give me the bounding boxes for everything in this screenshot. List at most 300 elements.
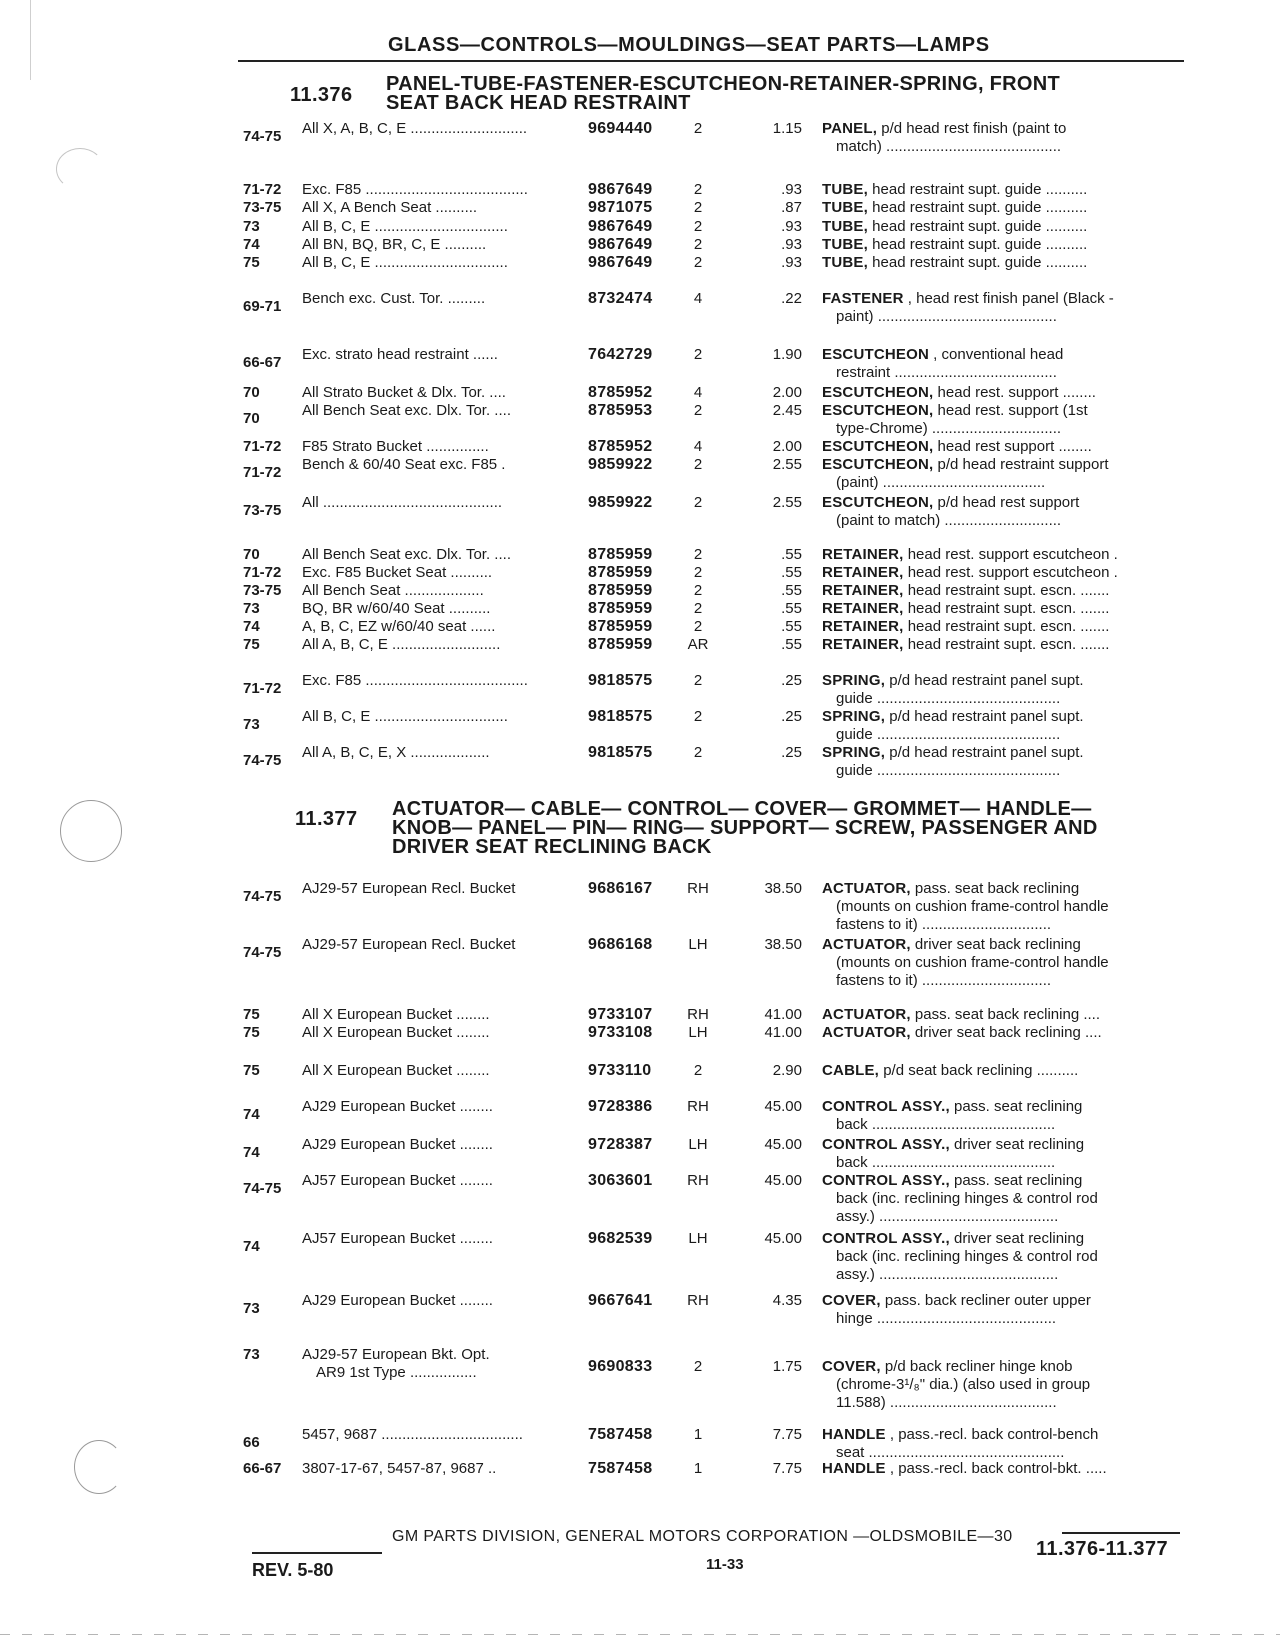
part-number: 9818575 <box>588 744 653 761</box>
part-number: 8785959 <box>588 564 653 581</box>
model-year: 75 <box>243 1006 260 1023</box>
footer-group-range: 11.376-11.377 <box>1036 1538 1168 1560</box>
part-description-text: pass. seat back reclining <box>910 880 1080 897</box>
quantity: AR <box>687 636 709 653</box>
part-name: SPRING, <box>822 672 886 689</box>
price: 38.50 <box>764 880 802 897</box>
part-description-text: pass. seat reclining <box>949 1172 1083 1189</box>
model-year: 73 <box>243 600 260 617</box>
part-name: TUBE, <box>822 199 868 216</box>
part-description <box>822 290 1182 308</box>
model-application: All Bench Seat exc. Dlx. Tor. .... <box>302 402 511 419</box>
model-year: 66-67 <box>243 354 282 371</box>
model-year: 73-75 <box>243 199 282 216</box>
quantity: RH <box>687 1172 709 1189</box>
price: 4.35 <box>772 1292 802 1309</box>
model-year: 73-75 <box>243 582 282 599</box>
price: 7.75 <box>772 1426 802 1443</box>
quantity: 2 <box>693 236 703 253</box>
part-description <box>822 1172 1182 1190</box>
part-description-text: head rest. support ........ <box>933 384 1096 401</box>
quantity: RH <box>687 1098 709 1115</box>
model-year: 75 <box>243 1024 260 1041</box>
part-description <box>822 1098 1182 1116</box>
part-number: 9733107 <box>588 1006 653 1023</box>
footer-page-number: 11-33 <box>706 1556 744 1573</box>
model-year: 74-75 <box>243 944 282 961</box>
part-description-text: , conventional head <box>929 346 1064 363</box>
model-year: 74 <box>243 1144 260 1161</box>
model-application: AJ29-57 European Recl. Bucket <box>302 936 516 953</box>
part-description-continued: type-Chrome) ............................... <box>836 420 1062 437</box>
quantity: 2 <box>693 494 703 511</box>
model-year: 73 <box>243 218 260 235</box>
part-description <box>822 936 1182 954</box>
part-name: SPRING, <box>822 744 886 761</box>
model-year: 73 <box>243 1346 260 1363</box>
part-description-text: p/d head rest finish (paint to <box>877 120 1067 137</box>
price: .25 <box>781 672 802 689</box>
part-description <box>822 672 1182 690</box>
part-description-text: head restraint supt. escn. ....... <box>903 582 1110 599</box>
part-description <box>822 564 1182 582</box>
price: 41.00 <box>764 1006 802 1023</box>
part-number: 9733108 <box>588 1024 653 1041</box>
quantity: 1 <box>693 1426 703 1443</box>
part-number: 9871075 <box>588 199 653 216</box>
part-description <box>822 708 1182 726</box>
quantity: 2 <box>693 346 703 363</box>
part-description <box>822 199 1182 217</box>
model-application: Bench & 60/40 Seat exc. F85 . <box>302 456 506 473</box>
part-description <box>822 494 1182 512</box>
model-year: 74 <box>243 618 260 635</box>
part-number: 8785953 <box>588 402 653 419</box>
part-description-continued: (mounts on cushion frame-control handle <box>836 898 1109 915</box>
part-number: 9694440 <box>588 120 653 137</box>
part-description-text: pass. seat back reclining .... <box>910 1006 1101 1023</box>
model-application: Exc. F85 Bucket Seat .......... <box>302 564 493 581</box>
part-name: CONTROL ASSY., <box>822 1098 950 1115</box>
quantity: 4 <box>693 438 703 455</box>
price: 45.00 <box>764 1098 802 1115</box>
model-year: 74-75 <box>243 128 282 145</box>
part-description-continued: hinge ........................................... <box>836 1310 1057 1327</box>
part-number: 9690833 <box>588 1358 653 1375</box>
model-year: 73-75 <box>243 502 282 519</box>
model-year: 74-75 <box>243 752 282 769</box>
part-description-continued: paint) ........................................... <box>836 308 1057 325</box>
part-description-text: p/d seat back reclining .......... <box>879 1062 1079 1079</box>
section-title-line: PANEL-TUBE-FASTENER-ESCUTCHEON-RETAINER-SPRING, FRONT <box>386 73 1061 95</box>
part-number: 9867649 <box>588 236 653 253</box>
part-description-text: driver seat reclining <box>949 1136 1085 1153</box>
part-description-continued: (paint to match) ............................ <box>836 512 1062 529</box>
part-description-text: p/d head restraint panel supt. <box>885 708 1084 725</box>
part-row <box>0 1062 1280 1102</box>
part-row <box>0 1172 1280 1225</box>
part-description <box>822 456 1182 474</box>
price: 2.00 <box>772 384 802 401</box>
part-name: TUBE, <box>822 236 868 253</box>
model-year: 71-72 <box>243 564 282 581</box>
model-year: 74 <box>243 1238 260 1255</box>
part-row <box>0 120 1280 160</box>
model-year: 66 <box>243 1434 260 1451</box>
model-application: All B, C, E ................................ <box>302 218 508 235</box>
quantity: 2 <box>693 564 703 581</box>
part-description <box>822 384 1182 402</box>
model-application: All BN, BQ, BR, C, E .......... <box>302 236 487 253</box>
part-description-text: head restraint supt. guide .......... <box>868 236 1088 253</box>
part-number: 8785952 <box>588 438 653 455</box>
part-description <box>822 1358 1182 1376</box>
quantity: 4 <box>693 290 703 307</box>
part-name: RETAINER, <box>822 636 904 653</box>
model-year: 75 <box>243 1062 260 1079</box>
model-year: 71-72 <box>243 438 282 455</box>
part-name: ACTUATOR, <box>822 1006 911 1023</box>
part-name: FASTENER <box>822 290 904 307</box>
part-row <box>0 672 1280 712</box>
part-number: 8785959 <box>588 582 653 599</box>
part-description <box>822 236 1182 254</box>
part-description-text: driver seat reclining <box>949 1230 1085 1247</box>
part-row <box>0 456 1280 496</box>
quantity: 2 <box>693 708 703 725</box>
price: 1.15 <box>772 120 802 137</box>
header-rule <box>238 60 1184 62</box>
quantity: LH <box>688 1136 708 1153</box>
section-title-line: SEAT BACK HEAD RESTRAINT <box>386 92 691 114</box>
part-number: 8732474 <box>588 290 653 307</box>
price: 45.00 <box>764 1172 802 1189</box>
footer-rule <box>1062 1532 1180 1534</box>
part-row <box>0 1460 1280 1500</box>
page-edge-line <box>30 0 31 80</box>
part-description <box>822 1230 1182 1248</box>
price: .55 <box>781 582 802 599</box>
model-application: 5457, 9687 .................................. <box>302 1426 523 1443</box>
part-description <box>822 346 1182 364</box>
part-number: 9728386 <box>588 1098 653 1115</box>
model-application: Exc. strato head restraint ...... <box>302 346 498 363</box>
model-application: All ........................................... <box>302 494 503 511</box>
part-description-continued: restraint ....................................... <box>836 364 1057 381</box>
part-description-continued: assy.) ........................................... <box>836 1266 1059 1283</box>
part-description-text: p/d head restraint support <box>933 456 1109 473</box>
model-application: All Bench Seat exc. Dlx. Tor. .... <box>302 546 511 563</box>
part-name: RETAINER, <box>822 618 904 635</box>
part-description-continued: back (inc. reclining hinges & control rod <box>836 1190 1098 1207</box>
price: 2.00 <box>772 438 802 455</box>
part-description-text: , pass.-recl. back control-bkt. ..... <box>885 1460 1107 1477</box>
model-year: 74-75 <box>243 888 282 905</box>
quantity: 2 <box>693 618 703 635</box>
model-year: 69-71 <box>243 298 282 315</box>
price: .93 <box>781 254 802 271</box>
part-description-continued: fastens to it) ............................... <box>836 916 1052 933</box>
part-description-text: p/d head restraint panel supt. <box>885 672 1084 689</box>
model-application: AJ29-57 European Bkt. Opt. <box>302 1346 490 1363</box>
model-year: 66-67 <box>243 1460 282 1477</box>
quantity: 2 <box>693 456 703 473</box>
part-row <box>0 1346 1280 1411</box>
part-name: PANEL, <box>822 120 878 137</box>
quantity: RH <box>687 1292 709 1309</box>
part-description-continued: back (inc. reclining hinges & control rod <box>836 1248 1098 1265</box>
part-description-text: p/d head rest support <box>933 494 1080 511</box>
part-description <box>822 402 1182 420</box>
part-number: 8785959 <box>588 600 653 617</box>
section-title-line: DRIVER SEAT RECLINING BACK <box>392 836 712 858</box>
part-description <box>822 880 1182 898</box>
model-application: All A, B, C, E, X ................... <box>302 744 490 761</box>
part-number: 9867649 <box>588 254 653 271</box>
quantity: 2 <box>693 582 703 599</box>
part-description <box>822 744 1182 762</box>
model-application: AJ57 European Bucket ........ <box>302 1172 493 1189</box>
part-description-continued: guide ............................................ <box>836 690 1061 707</box>
part-row <box>0 402 1280 442</box>
part-description-text: head rest support ........ <box>933 438 1092 455</box>
quantity: LH <box>688 1024 708 1041</box>
part-number: 7642729 <box>588 346 653 363</box>
part-row <box>0 1098 1280 1138</box>
quantity: 2 <box>693 600 703 617</box>
model-year: 74 <box>243 236 260 253</box>
part-description <box>822 1024 1182 1042</box>
part-description <box>822 618 1182 636</box>
part-description-continued: guide ............................................ <box>836 726 1061 743</box>
price: 2.45 <box>772 402 802 419</box>
price: 2.55 <box>772 456 802 473</box>
part-description-text: head restraint supt. escn. ....... <box>903 636 1110 653</box>
part-name: CONTROL ASSY., <box>822 1172 950 1189</box>
price: .22 <box>781 290 802 307</box>
part-description-continued: guide ............................................ <box>836 762 1061 779</box>
part-row <box>0 1024 1280 1064</box>
price: .87 <box>781 199 802 216</box>
part-description-text: pass. back recliner outer upper <box>880 1292 1091 1309</box>
model-year: 70 <box>243 384 260 401</box>
model-application: All B, C, E ................................ <box>302 708 508 725</box>
model-application: All Bench Seat ................... <box>302 582 484 599</box>
quantity: 2 <box>693 181 703 198</box>
part-number: 9682539 <box>588 1230 653 1247</box>
part-name: ESCUTCHEON, <box>822 456 934 473</box>
part-description-continued: back ............................................ <box>836 1116 1056 1133</box>
part-description-continued: (mounts on cushion frame-control handle <box>836 954 1109 971</box>
model-year: 75 <box>243 254 260 271</box>
part-name: ESCUTCHEON <box>822 346 930 363</box>
model-application: All B, C, E ................................ <box>302 254 508 271</box>
price: 1.90 <box>772 346 802 363</box>
part-description <box>822 1292 1182 1310</box>
price: .25 <box>781 708 802 725</box>
footer-corporation: GM PARTS DIVISION, GENERAL MOTORS CORPORATION —OLDSMOBILE—30 <box>392 1528 1013 1545</box>
price: .55 <box>781 600 802 617</box>
price: 7.75 <box>772 1460 802 1477</box>
part-row <box>0 708 1280 748</box>
part-number: 9859922 <box>588 456 653 473</box>
part-name: TUBE, <box>822 254 868 271</box>
model-application: BQ, BR w/60/40 Seat .......... <box>302 600 491 617</box>
quantity: 2 <box>693 1358 703 1375</box>
part-description <box>822 546 1182 564</box>
part-row <box>0 1136 1280 1176</box>
model-year: 75 <box>243 636 260 653</box>
part-description <box>822 120 1182 138</box>
model-application: All X European Bucket ........ <box>302 1024 490 1041</box>
part-name: SPRING, <box>822 708 886 725</box>
quantity: 2 <box>693 1062 703 1079</box>
part-name: HANDLE <box>822 1460 886 1477</box>
part-description <box>822 254 1182 272</box>
section-number: 11.376 <box>290 84 353 106</box>
model-application: AJ29 European Bucket ........ <box>302 1292 493 1309</box>
price: 45.00 <box>764 1136 802 1153</box>
model-application: A, B, C, EZ w/60/40 seat ...... <box>302 618 496 635</box>
part-number: 9728387 <box>588 1136 653 1153</box>
model-application: Exc. F85 ....................................... <box>302 181 528 198</box>
part-number: 9686168 <box>588 936 653 953</box>
part-description-text: driver seat back reclining <box>910 936 1081 953</box>
part-description <box>822 1062 1182 1080</box>
model-application: AJ29-57 European Recl. Bucket <box>302 880 516 897</box>
part-name: ACTUATOR, <box>822 1024 911 1041</box>
model-application: All X European Bucket ........ <box>302 1062 490 1079</box>
price: .55 <box>781 564 802 581</box>
part-name: COVER, <box>822 1358 881 1375</box>
part-description-text: head rest. support (1st <box>933 402 1088 419</box>
part-name: RETAINER, <box>822 600 904 617</box>
part-description <box>822 1006 1182 1024</box>
part-description <box>822 1460 1182 1478</box>
part-description-text: head restraint supt. guide .......... <box>868 199 1088 216</box>
model-year: 73 <box>243 716 260 733</box>
model-application: AR9 1st Type ................ <box>316 1364 477 1381</box>
part-number: 9859922 <box>588 494 653 511</box>
footer-revision: REV. 5-80 <box>252 1560 334 1580</box>
part-number: 9818575 <box>588 672 653 689</box>
part-description-text: , head rest finish panel (Black - <box>903 290 1114 307</box>
part-number: 8785959 <box>588 636 653 653</box>
price: .93 <box>781 181 802 198</box>
section-number: 11.377 <box>295 808 358 830</box>
model-year: 70 <box>243 410 260 427</box>
part-row <box>0 744 1280 784</box>
section-title-line: ACTUATOR— CABLE— CONTROL— COVER— GROMMET— HANDLE— <box>392 798 1092 820</box>
quantity: 2 <box>693 672 703 689</box>
quantity: 2 <box>693 402 703 419</box>
part-description-text: head rest. support escutcheon . <box>903 546 1118 563</box>
part-description-text: head restraint supt. guide .......... <box>868 181 1088 198</box>
price: .25 <box>781 744 802 761</box>
model-application: All X European Bucket ........ <box>302 1006 490 1023</box>
quantity: 2 <box>693 199 703 216</box>
part-description-text: head rest. support escutcheon . <box>903 564 1118 581</box>
price: .55 <box>781 618 802 635</box>
price: 2.55 <box>772 494 802 511</box>
part-name: RETAINER, <box>822 582 904 599</box>
part-name: ACTUATOR, <box>822 936 911 953</box>
part-row <box>0 1292 1280 1332</box>
part-number: 9686167 <box>588 880 653 897</box>
model-year: 70 <box>243 546 260 563</box>
quantity: RH <box>687 880 709 897</box>
model-year: 74 <box>243 1106 260 1123</box>
quantity: 2 <box>693 254 703 271</box>
part-number: 7587458 <box>588 1426 653 1443</box>
part-number: 3063601 <box>588 1172 653 1189</box>
price: .55 <box>781 546 802 563</box>
part-description-continued: seat ............................................... <box>836 1444 1065 1461</box>
price: .93 <box>781 218 802 235</box>
part-number: 7587458 <box>588 1460 653 1477</box>
part-description-text: head restraint supt. escn. ....... <box>903 618 1110 635</box>
part-name: CONTROL ASSY., <box>822 1136 950 1153</box>
part-row <box>0 1230 1280 1283</box>
part-row <box>0 936 1280 989</box>
model-application: All A, B, C, E .......................... <box>302 636 501 653</box>
model-application: All X, A Bench Seat .......... <box>302 199 478 216</box>
part-name: ESCUTCHEON, <box>822 494 934 511</box>
part-description <box>822 636 1182 654</box>
price: 2.90 <box>772 1062 802 1079</box>
part-row <box>0 880 1280 933</box>
model-application: F85 Strato Bucket ............... <box>302 438 489 455</box>
punch-hole <box>60 800 122 862</box>
quantity: LH <box>688 1230 708 1247</box>
part-row <box>0 636 1280 676</box>
part-description <box>822 1426 1182 1444</box>
part-description-continued: assy.) ........................................... <box>836 1208 1059 1225</box>
model-application: All X, A, B, C, E ............................ <box>302 120 528 137</box>
part-name: COVER, <box>822 1292 881 1309</box>
model-application: AJ29 European Bucket ........ <box>302 1098 493 1115</box>
part-description-continued: fastens to it) ............................... <box>836 972 1052 989</box>
part-description <box>822 582 1182 600</box>
page-edge-line <box>0 1634 1280 1635</box>
part-number: 9818575 <box>588 708 653 725</box>
part-description-text: p/d head restraint panel supt. <box>885 744 1084 761</box>
part-number: 8785952 <box>588 384 653 401</box>
part-name: HANDLE <box>822 1426 886 1443</box>
model-year: 71-72 <box>243 680 282 697</box>
part-description <box>822 218 1182 236</box>
price: 38.50 <box>764 936 802 953</box>
model-application: AJ57 European Bucket ........ <box>302 1230 493 1247</box>
part-description-text: , pass.-recl. back control-bench <box>885 1426 1099 1443</box>
part-description <box>822 181 1182 199</box>
part-description-text: head restraint supt. escn. ....... <box>903 600 1110 617</box>
quantity: 2 <box>693 120 703 137</box>
model-application: 3807-17-67, 5457-87, 9687 .. <box>302 1460 497 1477</box>
model-application: All Strato Bucket & Dlx. Tor. .... <box>302 384 506 401</box>
part-description-continued: 11.588) ........................................ <box>836 1394 1057 1411</box>
price: 45.00 <box>764 1230 802 1247</box>
part-number: 9733110 <box>588 1062 652 1079</box>
footer-rule <box>252 1552 382 1554</box>
part-description-text: driver seat back reclining .... <box>910 1024 1102 1041</box>
model-year: 73 <box>243 1300 260 1317</box>
part-number: 9867649 <box>588 181 653 198</box>
part-row <box>0 346 1280 386</box>
quantity: LH <box>688 936 708 953</box>
part-name: ESCUTCHEON, <box>822 438 934 455</box>
section-title <box>386 75 1060 113</box>
